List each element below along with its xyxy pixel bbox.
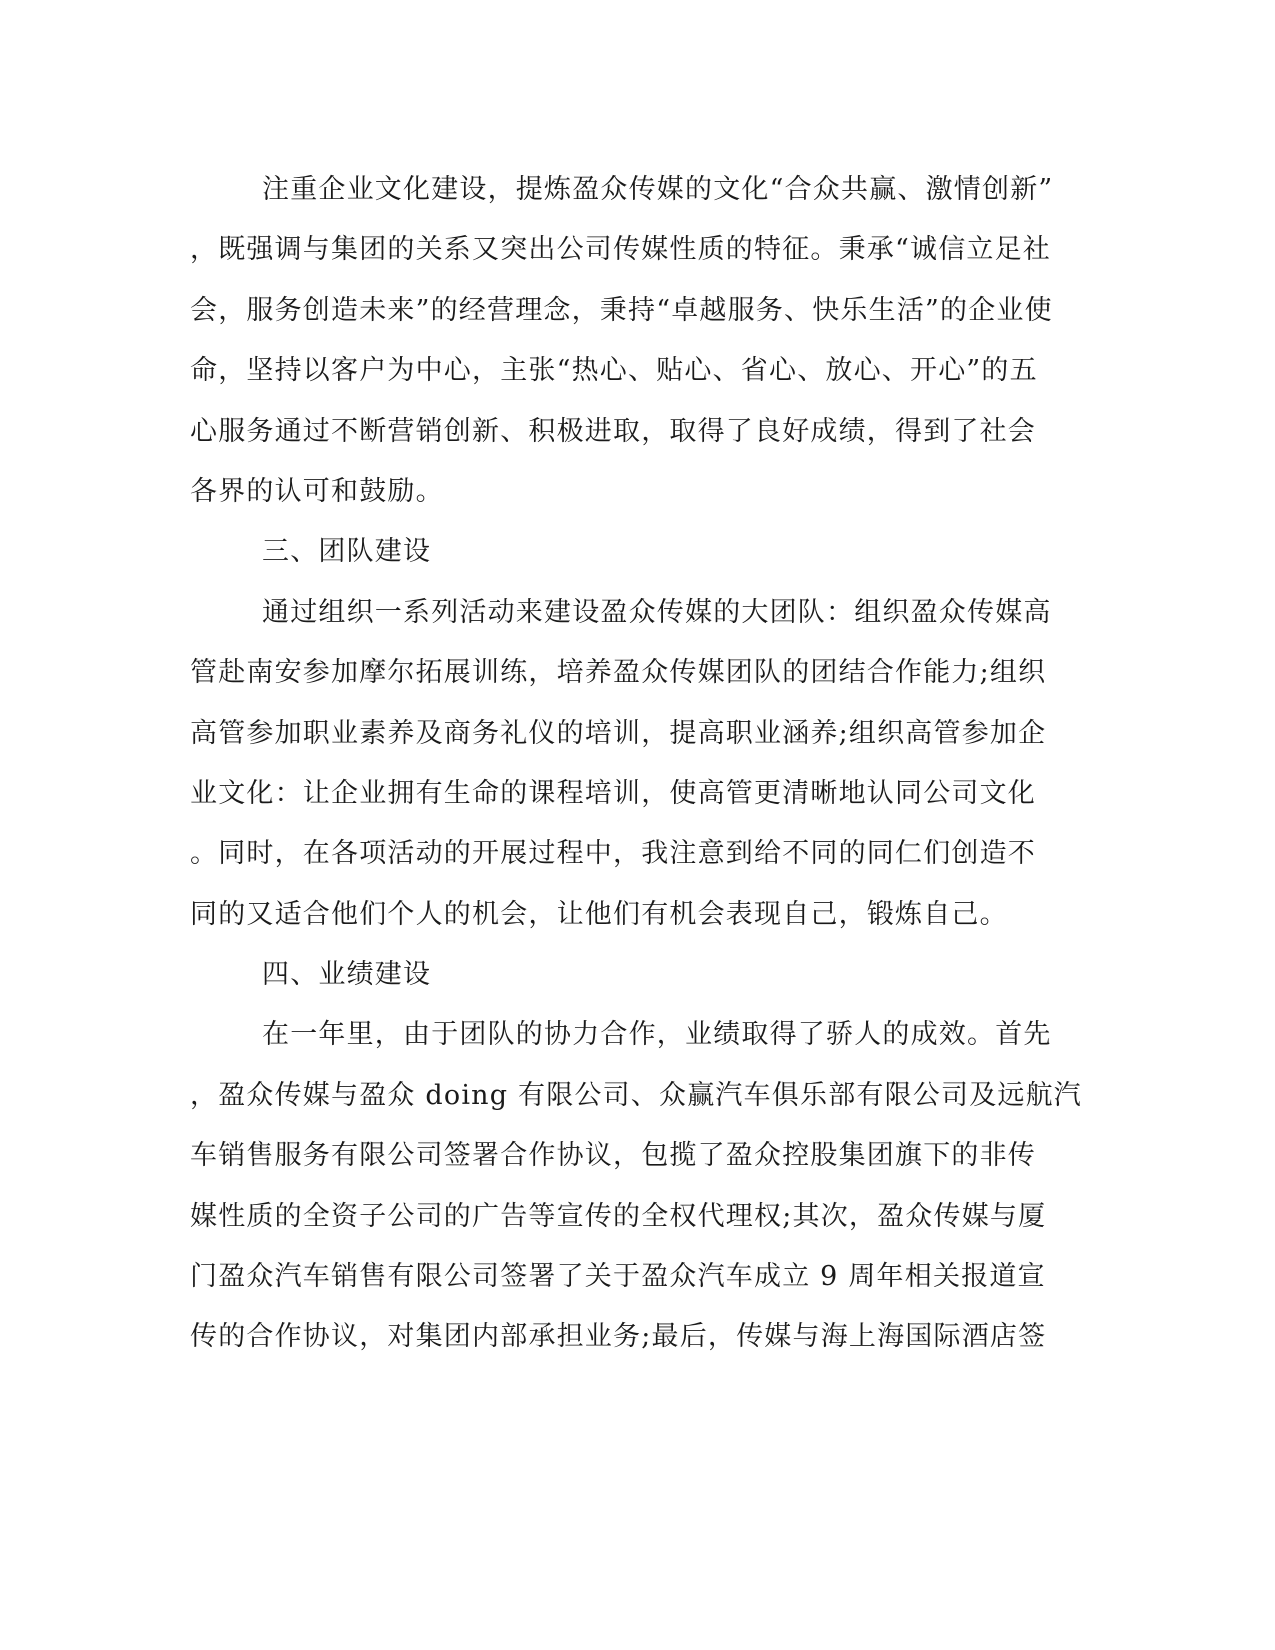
paragraph-line: 同的又适合他们个人的机会，让他们有机会表现自己，锻炼自己。: [190, 898, 1008, 930]
paragraph-line: 传的合作协议，对集团内部承担业务;最后，传媒与海上海国际酒店签: [190, 1321, 1047, 1353]
paragraph-line: 通过组织一系列活动来建设盈众传媒的大团队：组织盈众传媒高: [262, 596, 1052, 628]
paragraph-line: ，既强调与集团的关系又突出公司传媒性质的特征。秉承“诚信立足社: [190, 234, 1052, 266]
paragraph-line: 各界的认可和鼓励。: [190, 475, 444, 507]
paragraph-line: 命，坚持以客户为中心，主张“热心、贴心、省心、放心、开心”的五: [190, 355, 1038, 387]
section-heading: 三、团队建设: [262, 536, 432, 568]
paragraph-line: 在一年里，由于团队的协力合作，业绩取得了骄人的成效。首先: [262, 1019, 1052, 1051]
paragraph-line: 注重企业文化建设，提炼盈众传媒的文化“合众共赢、激情创新”: [262, 174, 1054, 205]
paragraph-line: 业文化：让企业拥有生命的课程培训，使高管更清晰地认同公司文化: [190, 777, 1036, 809]
paragraph-line: 。同时，在各项活动的开展过程中，我注意到给不同的同仁们创造不: [190, 838, 1036, 870]
paragraph-line: ，盈众传媒与盈众 doing 有限公司、众赢汽车俱乐部有限公司及远航汽: [190, 1079, 1083, 1111]
paragraph-line: 管赴南安参加摩尔拓展训练，培养盈众传媒团队的团结合作能力;组织: [190, 657, 1047, 689]
paragraph-line: 心服务通过不断营销创新、积极进取，取得了良好成绩，得到了社会: [190, 415, 1036, 447]
paragraph-line: 媒性质的全资子公司的广告等宣传的全权代理权;其次，盈众传媒与厦: [190, 1200, 1047, 1232]
paragraph-line: 会，服务创造未来”的经营理念，秉持“卓越服务、快乐生活”的企业使: [190, 294, 1053, 326]
section-heading: 四、业绩建设: [262, 959, 432, 991]
paragraph-line: 门盈众汽车销售有限公司签署了关于盈众汽车成立 9 周年相关报道宣: [190, 1261, 1046, 1293]
paragraph-line: 车销售服务有限公司签署合作协议，包揽了盈众控股集团旗下的非传: [190, 1140, 1036, 1172]
document-body: [190, 160, 1083, 1368]
paragraph-line: 高管参加职业素养及商务礼仪的培训，提高职业涵养;组织高管参加企: [190, 717, 1047, 749]
